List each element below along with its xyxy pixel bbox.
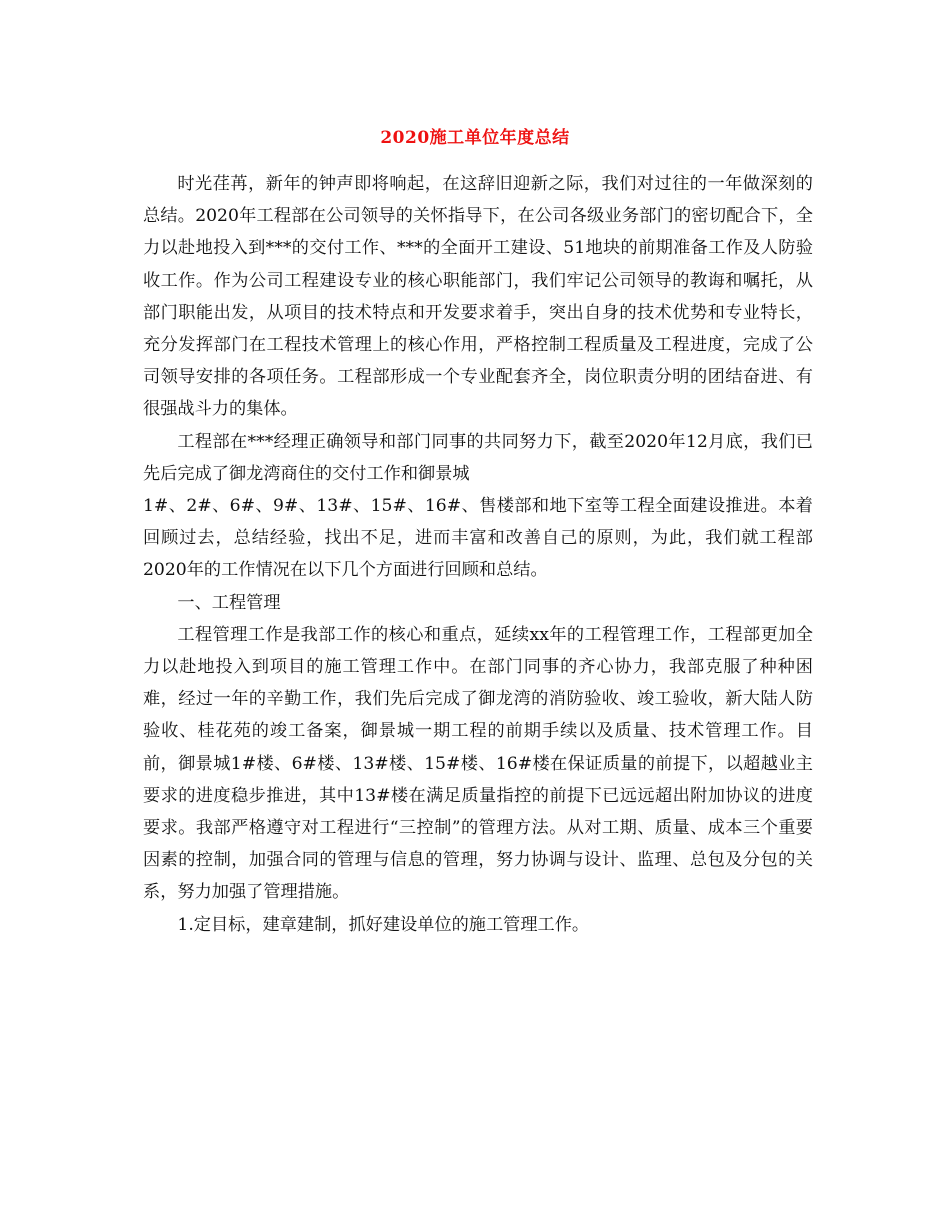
document-title: 2020施工单位年度总结 [380,128,570,148]
paragraph-engineering-management: 工程管理工作是我部工作的核心和重点，延续xx年的工程管理工作，工程部更加全力以赴地投入到项目的施工管理工作中。在部门同事的齐心协力，我部克服了种种困难，经过一年的辛勤工作，我们先后完成了御龙湾的消防验收、竣工验收，新大陆人防验收、桂花苑的竣工备案，御景城一期工程的前期手续以及质量、技术管理工作。目前，御景城1#楼、6#楼、13#楼、15#楼、16#楼在保证质量的前提下，以超越业主要求的进度稳步推进，其中13#楼在满足质量指控的前提下已远远超出附加协议的进度要求。我部严格遵守对工程进行“三控制”的管理方法。从对工期、质量、成本三个重要因素的控制，加强合同的管理与信息的管理，努力协调与设计、监理、总包及分包的关系，努力加强了管理措施。 [143,624,813,903]
paragraph-progress: 工程部在***经理正确领导和部门同事的共同努力下，截至2020年12月底，我们已先后完成了御龙湾商住的交付工作和御景城 [143,431,813,484]
document-body [143,164,813,941]
paragraph-progress-continued: 1#、2#、6#、9#、13#、15#、16#、售楼部和地下室等工程全面建设推进。本着回顾过去，总结经验，找出不足，进而丰富和改善自己的原则，为此，我们就工程部2020年的工作情况在以下几个方面进行回顾和总结。 [143,496,813,581]
section-heading-engineering-management: 一、工程管理 [177,592,281,613]
subsection-heading-1: 1.定目标，建章建制，抓好建设单位的施工管理工作。 [177,914,590,935]
paragraph-intro: 时光荏苒，新年的钟声即将响起，在这辞旧迎新之际，我们对过往的一年做深刻的总结。2020年工程部在公司领导的关怀指导下，在公司各级业务部门的密切配合下，全力以赴地投入到***的交付工作、***的全面开工建设、51地块的前期准备工作及人防验收工作。作为公司工程建设专业的核心职能部门，我们牢记公司领导的教诲和嘱托，从部门职能出发，从项目的技术特点和开发要求着手，突出自身的技术优势和专业特长，充分发挥部门在工程技术管理上的核心作用，严格控制工程质量及工程进度，完成了公司领导安排的各项任务。工程部形成一个专业配套齐全，岗位职责分明的团结奋进、有很强战斗力的集体。 [143,174,813,420]
